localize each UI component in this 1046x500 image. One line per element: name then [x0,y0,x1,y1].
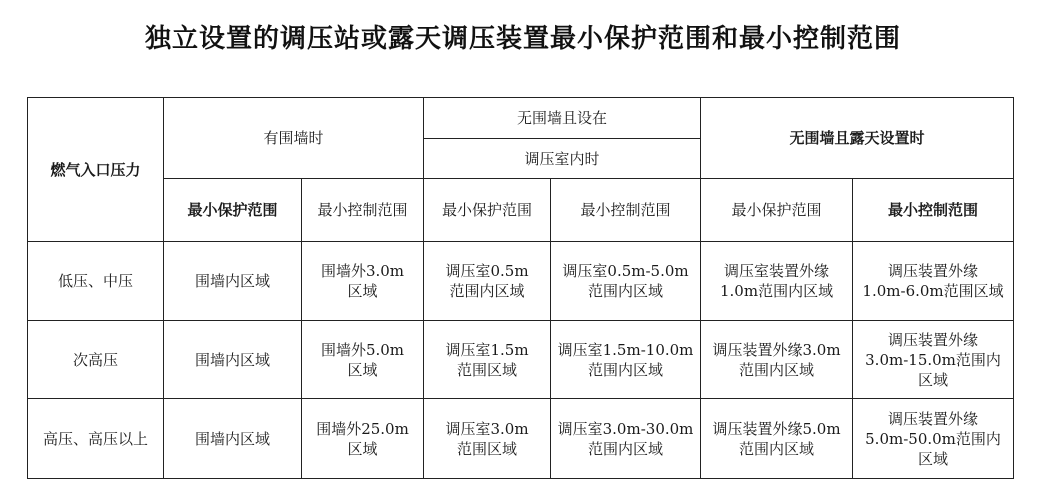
range-cell [551,399,701,479]
range-cell-line: 围墙内区域 [194,429,270,448]
range-cell [424,399,551,479]
range-cell [302,242,424,321]
range-cell-line: 调压装置外缘 [888,330,979,349]
no-wall-indoor-header-line2: 调压室内时 [424,139,701,179]
range-cell [853,242,1014,321]
pressure-level-cell: 低压、中压 [28,242,164,321]
range-cell [164,399,302,479]
range-cell [701,242,853,321]
range-cell-line: 调压装置外缘 [888,409,979,428]
sub-header-min-protection: 最小保护范围 [424,179,551,242]
range-cell [701,399,853,479]
range-cell-line: 调压装置外缘 [888,262,979,280]
range-cell [853,321,1014,399]
range-cell [164,321,302,399]
range-cell [551,242,701,321]
range-cell-line: 范围内区域 [739,439,815,458]
range-table [27,97,1014,479]
range-cell [302,321,424,399]
sub-header-min-protection: 最小保护范围 [164,179,302,242]
range-cell-line: 调压室装置外缘 [724,262,830,280]
table-row [28,242,1014,321]
range-cell-line: 范围内区域 [449,282,525,300]
range-cell-line: 调压室3.0m-30.0m [557,419,694,438]
gas-inlet-pressure-header: 燃气入口压力 [28,98,164,242]
range-cell-line: 调压室0.5m [445,262,529,280]
range-cell-line: 调压室0.5m-5.0m [562,262,689,280]
range-cell-line: 区域 [918,370,949,389]
no-wall-outdoor-header: 无围墙且露天设置时 [701,98,1014,179]
sub-header-min-control: 最小控制范围 [551,179,701,242]
range-cell-line: 围墙外5.0m [320,340,405,359]
sub-header-min-control: 最小控制范围 [853,179,1014,242]
range-cell-line: 调压装置外缘3.0m [712,340,841,359]
with-wall-header: 有围墙时 [164,98,424,179]
range-cell-line: 5.0m-50.0m范围内 [865,429,1001,448]
range-cell-line: 范围内区域 [588,439,664,458]
range-cell-line: 3.0m-15.0m范围内 [865,350,1001,369]
range-cell-line: 区域 [347,282,378,300]
range-cell-line: 调压室1.5m-10.0m [557,340,694,359]
range-cell-line: 范围内区域 [588,282,664,300]
range-cell-line: 围墙内区域 [194,272,270,290]
range-cell-line: 范围区域 [457,360,518,379]
page-title: 独立设置的调压站或露天调压装置最小保护范围和最小控制范围 [144,24,901,54]
range-cell [701,321,853,399]
pressure-level-cell: 高压、高压以上 [28,399,164,479]
range-cell [424,321,551,399]
range-cell-line: 范围内区域 [739,360,815,379]
range-cell-line: 范围内区域 [588,360,664,379]
table-row [28,321,1014,399]
range-cell [424,242,551,321]
range-cell [302,399,424,479]
range-cell-line: 调压装置外缘5.0m [712,419,841,438]
range-cell-line: 围墙外3.0m [320,262,405,280]
range-cell-line: 区域 [347,360,378,379]
table-row [28,399,1014,479]
range-cell [853,399,1014,479]
sub-header-min-protection: 最小保护范围 [701,179,853,242]
range-cell-line: 调压室3.0m [445,419,529,438]
range-cell-line: 1.0m范围内区域 [719,282,834,300]
no-wall-indoor-header-line1: 无围墙且设在 [424,98,701,139]
range-cell [164,242,302,321]
range-cell-line: 围墙外25.0m [316,419,409,438]
range-cell [551,321,701,399]
range-cell-line: 区域 [918,449,949,468]
range-cell-line: 围墙内区域 [194,350,270,369]
pressure-level-cell: 次高压 [28,321,164,399]
range-cell-line: 调压室1.5m [445,340,529,359]
sub-header-min-control: 最小控制范围 [302,179,424,242]
range-cell-line: 范围区域 [457,439,518,458]
range-cell-line: 区域 [347,439,378,458]
range-cell-line: 1.0m-6.0m范围区域 [862,282,1004,300]
